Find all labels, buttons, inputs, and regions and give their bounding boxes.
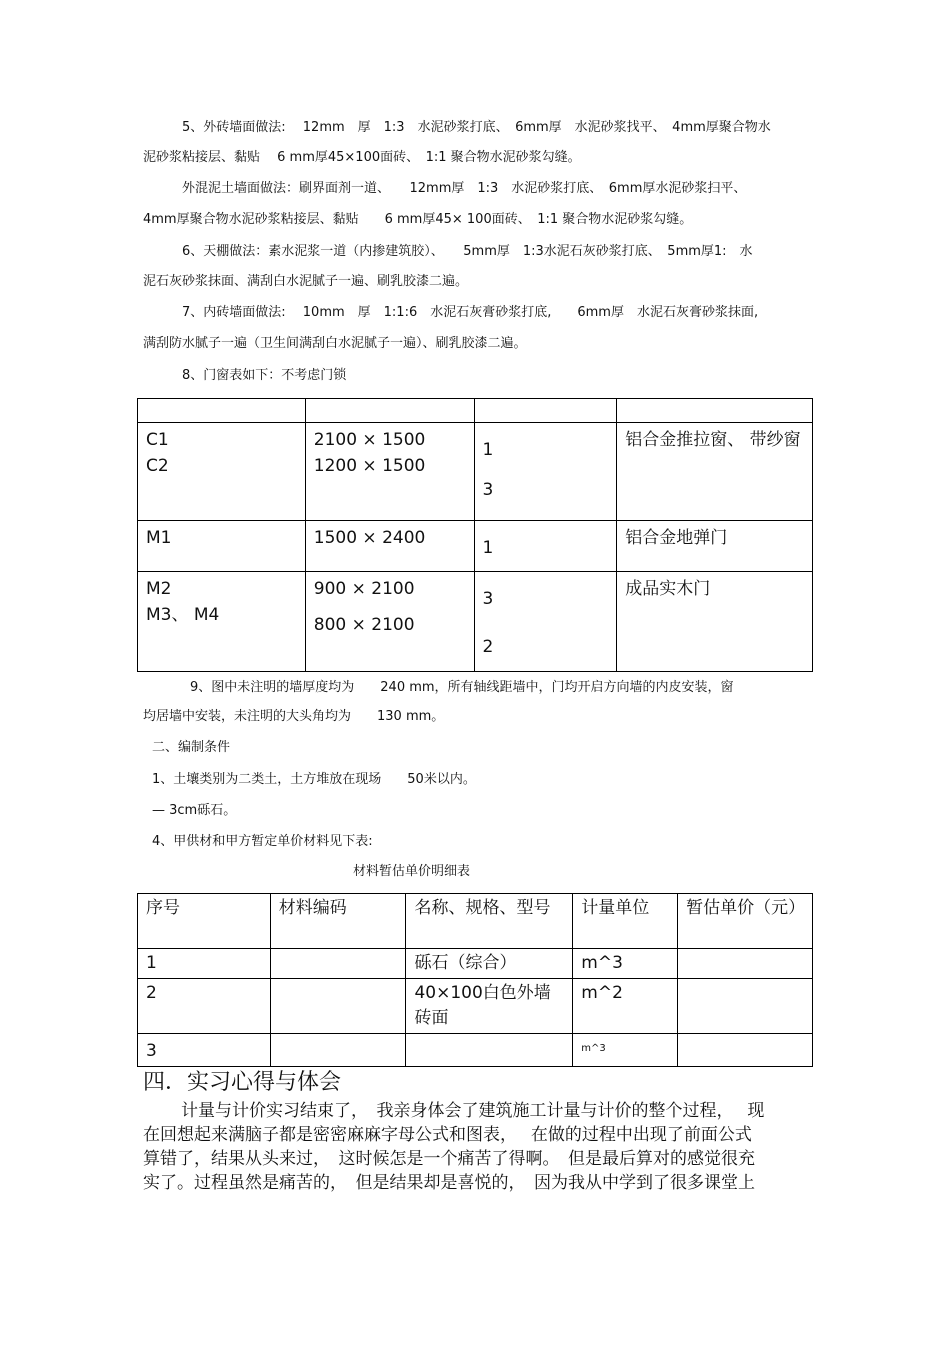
material-table-title: 材料暂估单价明细表	[353, 864, 471, 879]
door-table-header-cell	[305, 399, 474, 423]
size: 2100 × 1500	[313, 430, 426, 450]
size: 1200 × 1500	[313, 456, 426, 476]
para-8: 8、门窗表如下：不考虑门锁	[182, 368, 347, 383]
code-cell	[270, 979, 406, 1034]
price-cell	[678, 1034, 813, 1067]
para-5-line2: 泥砂浆粘接层、黏贴 6 mm厚45×100面砖、 1:1 聚合物水泥砂浆勾缝。	[143, 150, 581, 165]
para-7-line1: 7、内砖墙面做法: 10mm 厚 1:1:6 水泥石灰膏砂浆打底, 6mm厚 水泥石灰膏砂浆抹面,	[182, 305, 759, 320]
unit-cell: m^3	[573, 1034, 678, 1067]
header-name: 名称、规格、型号	[406, 894, 573, 949]
para-5-line3: 外混泥土墙面做法：刷界面剂一道、 12mm厚 1:3 水泥砂浆打底、 6mm厚水泥砂浆扫平、	[182, 181, 747, 196]
door-table-header-row	[138, 399, 813, 423]
table-row	[138, 979, 813, 1034]
code: C1	[146, 430, 169, 450]
qty: 1	[482, 538, 494, 558]
code: M3、 M4	[146, 605, 220, 625]
size-cell: 1500 × 2400	[305, 521, 474, 572]
table-row	[138, 949, 813, 979]
qty: 2	[482, 637, 494, 657]
table-row	[138, 1034, 813, 1067]
qty: 1	[482, 440, 494, 460]
door-table-row	[138, 521, 813, 572]
desc-cell: 成品实木门	[617, 572, 813, 672]
condition-3: — 3cm砾石。	[152, 803, 237, 818]
price-cell	[678, 979, 813, 1034]
header-no: 序号	[138, 894, 271, 949]
door-table-header-cell	[138, 399, 306, 423]
door-table-row	[138, 572, 813, 672]
qty-cell	[474, 572, 617, 672]
code: C2	[146, 456, 169, 476]
body-line: 计量与计价实习结束了， 我亲身体会了建筑施工计量与计价的整个过程， 现	[181, 1101, 765, 1121]
size: 800 × 2100	[313, 615, 415, 635]
section-4-heading: 四．实习心得与体会	[143, 1070, 342, 1095]
size-cell	[305, 572, 474, 672]
qty-cell	[474, 521, 617, 572]
desc-cell: 铝合金推拉窗、 带纱窗	[617, 423, 813, 521]
unit-cell: m^3	[573, 949, 678, 979]
para-7-line2: 满刮防水腻子一遍（卫生间满刮白水泥腻子一遍）、刷乳胶漆二遍。	[143, 336, 527, 351]
section-4-body	[143, 1099, 813, 1195]
condition-1: 1、土壤类别为二类土，土方堆放在现场 50米以内。	[152, 772, 476, 787]
header-price: 暂估单价（元）	[678, 894, 813, 949]
code-cell	[270, 949, 406, 979]
code: M2	[146, 579, 172, 599]
code-cell	[138, 423, 306, 521]
door-table-header-cell	[617, 399, 813, 423]
code-cell: M1	[138, 521, 306, 572]
section-2-heading: 二、编制条件	[152, 740, 231, 755]
header-unit: 计量单位	[573, 894, 678, 949]
code-cell	[138, 572, 306, 672]
para-5-line4: 4mm厚聚合物水泥砂浆粘接层、黏贴 6 mm厚45× 100面砖、 1:1 聚合物水泥砂浆勾缝。	[143, 212, 693, 227]
qty: 3	[482, 480, 494, 500]
body-line: 算错了，结果从头来过， 这时候怎是一个痛苦了得啊。 但是最后算对的感觉很充	[143, 1149, 755, 1169]
qty-cell	[474, 423, 617, 521]
door-window-table	[137, 398, 813, 672]
name-cell	[406, 1034, 573, 1067]
no-cell: 2	[138, 979, 271, 1034]
size-cell	[305, 423, 474, 521]
no-cell: 3	[138, 1034, 271, 1067]
para-9-line2: 均居墙中安装，未注明的大头角均为 130 mm。	[143, 709, 445, 724]
desc-cell: 铝合金地弹门	[617, 521, 813, 572]
name-cell: 40×100白色外墙砖面	[406, 979, 573, 1034]
unit-cell: m^2	[573, 979, 678, 1034]
para-6-line1: 6、天棚做法：素水泥浆一道（内掺建筑胶）、 5mm厚 1:3水泥石灰砂浆打底、 5mm厚1: 水	[182, 244, 753, 259]
size: 900 × 2100	[313, 579, 415, 599]
name-cell: 砾石（综合）	[406, 949, 573, 979]
material-table-header	[138, 894, 813, 949]
price-cell	[678, 949, 813, 979]
body-line: 实了。过程虽然是痛苦的， 但是结果却是喜悦的， 因为我从中学到了很多课堂上	[143, 1173, 755, 1193]
no-cell: 1	[138, 949, 271, 979]
code-cell	[270, 1034, 406, 1067]
qty: 3	[482, 589, 494, 609]
body-line: 在回想起来满脑子都是密密麻麻字母公式和图表， 在做的过程中出现了前面公式	[143, 1125, 752, 1145]
header-code: 材料编码	[270, 894, 406, 949]
door-table-row	[138, 423, 813, 521]
para-9-line1: 9、图中未注明的墙厚度均为 240 mm，所有轴线距墙中，门均开启方向墙的内皮安装，窗	[190, 680, 734, 695]
material-table	[137, 893, 813, 1067]
door-table-header-cell	[474, 399, 617, 423]
para-6-line2: 泥石灰砂浆抹面、满刮白水泥腻子一遍、刷乳胶漆二遍。	[143, 274, 469, 289]
condition-4: 4、甲供材和甲方暂定单价材料见下表:	[152, 834, 373, 849]
para-5-line1: 5、外砖墙面做法: 12mm 厚 1:3 水泥砂浆打底、 6mm厚 水泥砂浆找平、 4mm厚聚合物水	[182, 120, 771, 135]
